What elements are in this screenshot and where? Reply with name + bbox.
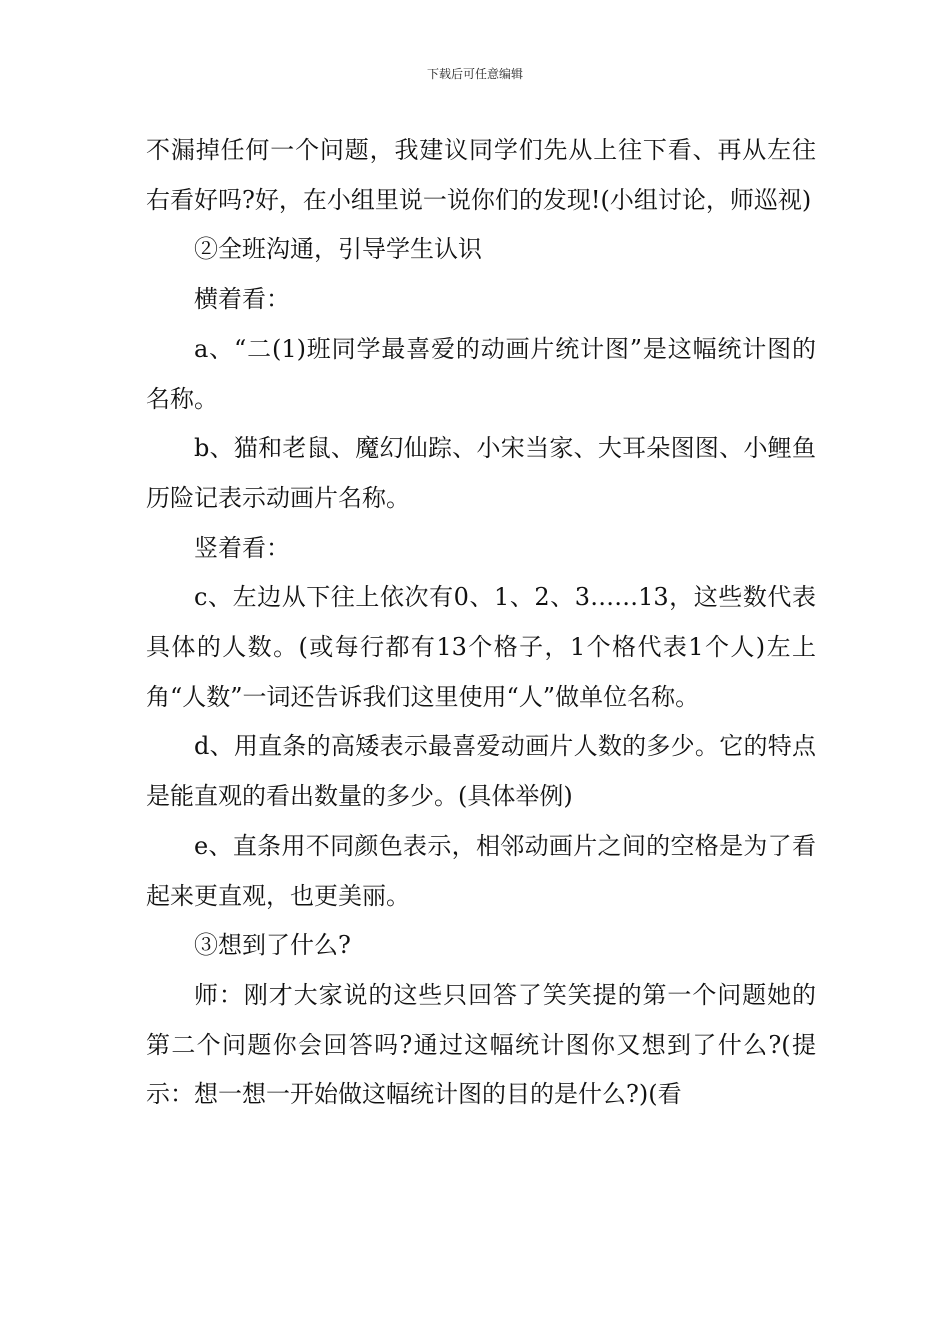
document-body	[146, 126, 816, 1120]
paragraph-item-d: d、用直条的高矮表示最喜爱动画片人数的多少。它的特点是能直观的看出数量的多少。(具体举例)	[146, 732, 816, 811]
paragraph-item-e: e、直条用不同颜色表示，相邻动画片之间的空格是为了看起来更直观，也更美丽。	[146, 831, 816, 910]
paragraph-item-c: c、左边从下往上依次有0、1、2、3……13，这些数代表具体的人数。(或每行都有13个格子，1个格代表1个人)左上角“人数”一词还告诉我们这里使用“人”做单位名称。	[146, 583, 816, 711]
paragraph-item-b: b、猫和老鼠、魔幻仙踪、小宋当家、大耳朵图图、小鲤鱼历险记表示动画片名称。	[146, 434, 816, 512]
paragraph-continuation: 不漏掉任何一个问题，我建议同学们先从上往下看、再从左往右看好吗?好，在小组里说一说你们的发现!(小组讨论，师巡视)	[146, 136, 816, 214]
paragraph-step-2-heading: ②全班沟通，引导学生认识	[194, 235, 482, 264]
paragraph-vertical-view: 竖着看：	[194, 533, 290, 562]
paragraph-item-a: a、“二(1)班同学最喜爱的动画片统计图”是这幅统计图的名称。	[146, 334, 816, 413]
paragraph-teacher-remark: 师：刚才大家说的这些只回答了笑笑提的第一个问题她的第二个问题你会回答吗?通过这幅统计图你又想到了什么?(提示：想一想一开始做这幅统计图的目的是什么?)(看	[146, 980, 816, 1109]
paragraph-step-3-heading: ③想到了什么?	[194, 931, 351, 960]
paragraph-horizontal-view: 横着看：	[194, 285, 290, 314]
page-header: 下载后可任意编辑	[426, 67, 523, 81]
